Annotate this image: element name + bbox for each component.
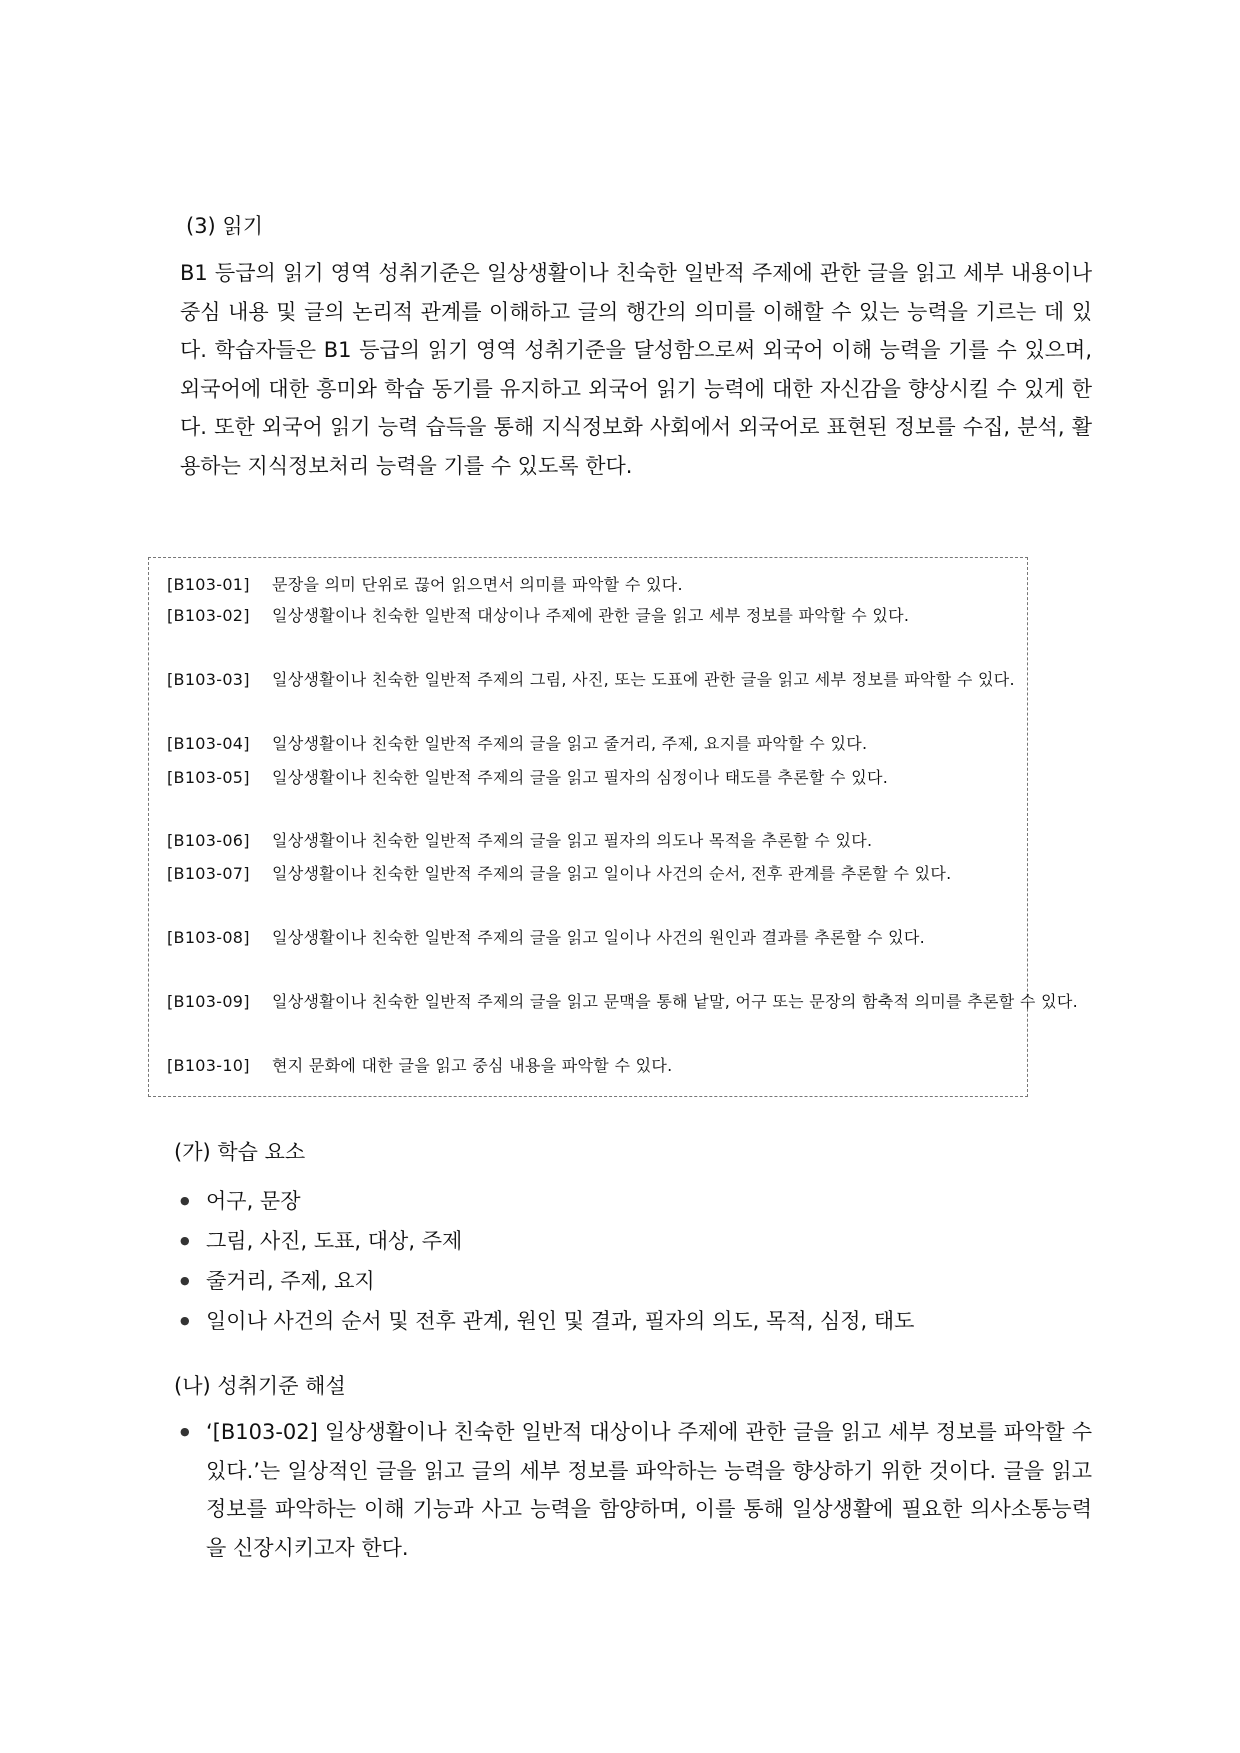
standard-text: 일상생활이나 친숙한 일반적 주제의 글을 읽고 필자의 심정이나 태도를 추론할 수 있다. [272, 768, 889, 787]
standard-item [167, 859, 1123, 889]
standard-code: [B103-10] [167, 1056, 250, 1075]
standard-code: [B103-09] [167, 992, 250, 1011]
standard-code: [B103-02] [167, 606, 250, 625]
standard-text: 일상생활이나 친숙한 일반적 주제의 그림, 사진, 또는 도표에 관한 글을 읽고 세부 정보를 파악할 수 있다. [272, 670, 1015, 689]
standard-item [167, 665, 1123, 695]
standard-code: [B103-06] [167, 831, 250, 850]
section-title: (3) 읽기 [186, 214, 263, 238]
standard-text: 일상생활이나 친숙한 일반적 대상이나 주제에 관한 글을 읽고 세부 정보를 파악할 수 있다. [272, 606, 910, 625]
standards-box [148, 557, 1078, 1097]
standard-text: 일상생활이나 친숙한 일반적 주제의 글을 읽고 줄거리, 주제, 요지를 파악할 수 있다. [272, 734, 868, 753]
bullet-icon: ● [180, 1425, 190, 1438]
standard-item [167, 987, 1123, 1017]
standard-text: 일상생활이나 친숙한 일반적 주제의 글을 읽고 문맥을 통해 낱말, 어구 또는 문장의 함축적 의미를 추론할 수 있다. [272, 992, 1078, 1011]
standard-code: [B103-05] [167, 768, 250, 787]
standard-item [167, 601, 1123, 631]
standard-code: [B103-01] [167, 575, 250, 594]
standard-item [167, 570, 1123, 600]
list-item: ● 일이나 사건의 순서 및 전후 관계, 원인 및 결과, 필자의 의도, 목적, 심정, 태도 [180, 1301, 1080, 1341]
learning-elements-title: (가) 학습 요소 [174, 1140, 306, 1164]
explanation-title: (나) 성취기준 해설 [174, 1374, 346, 1398]
standard-code: [B103-04] [167, 734, 250, 753]
standard-code: [B103-03] [167, 670, 250, 689]
explanation-text: ‘[B103-02] 일상생활이나 친숙한 일반적 대상이나 주제에 관한 글을 읽고 세부 정보를 파악할 수 있다.’는 일상적인 글을 읽고 글의 세부 정보를 파악하는 능력을 향상하기 위한 것이다. 글을 읽고 정보를 파악하는 이해 기능과 사고 능력을 함양하며, 이를 통해 일상생활에 필요한 의사소통능력을 신장시키고자 한다. [206, 1420, 1092, 1560]
list-item: ● 그림, 사진, 도표, 대상, 주제 [180, 1221, 1080, 1261]
standard-code: [B103-07] [167, 864, 250, 883]
list-item: ● 어구, 문장 [180, 1181, 1080, 1221]
standard-item [167, 763, 1123, 793]
standard-item [167, 923, 1123, 953]
standard-item [167, 826, 1123, 856]
standard-text: 일상생활이나 친숙한 일반적 주제의 글을 읽고 일이나 사건의 원인과 결과를 추론할 수 있다. [272, 928, 925, 947]
standard-item [167, 1051, 1123, 1081]
learning-elements-list [180, 1181, 1080, 1341]
standard-text: 현지 문화에 대한 글을 읽고 중심 내용을 파악할 수 있다. [272, 1056, 673, 1075]
standard-code: [B103-08] [167, 928, 250, 947]
standard-text: 문장을 의미 단위로 끊어 읽으면서 의미를 파악할 수 있다. [272, 575, 683, 594]
standard-text: 일상생활이나 친숙한 일반적 주제의 글을 읽고 일이나 사건의 순서, 전후 관계를 추론할 수 있다. [272, 864, 952, 883]
list-item: ● 줄거리, 주제, 요지 [180, 1261, 1080, 1301]
intro-paragraph: B1 등급의 읽기 영역 성취기준은 일상생활이나 친숙한 일반적 주제에 관한 글을 읽고 세부 내용이나 중심 내용 및 글의 논리적 관계를 이해하고 글의 행간의 의미를 이해할 수 있는 능력을 기르는 데 있다. 학습자들은 B1 등급의 읽기 영역 성취기준을 달성함으로써 외국어 이해 능력을 기를 수 있으며, 외국어에 대한 흥미와 학습 동기를 유지하고 외국어 읽기 능력에 대한 자신감을 향상시킬 수 있게 한다. 또한 외국어 읽기 능력 습득을 통해 지식정보화 사회에서 외국어로 표현된 정보를 수집, 분석, 활용하는 지식정보처리 능력을 기를 수 있도록 한다. [180, 261, 1092, 478]
standard-text: 일상생활이나 친숙한 일반적 주제의 글을 읽고 필자의 의도나 목적을 추론할 수 있다. [272, 831, 873, 850]
standard-item [167, 729, 1123, 759]
explanation-block [180, 1413, 1092, 1567]
